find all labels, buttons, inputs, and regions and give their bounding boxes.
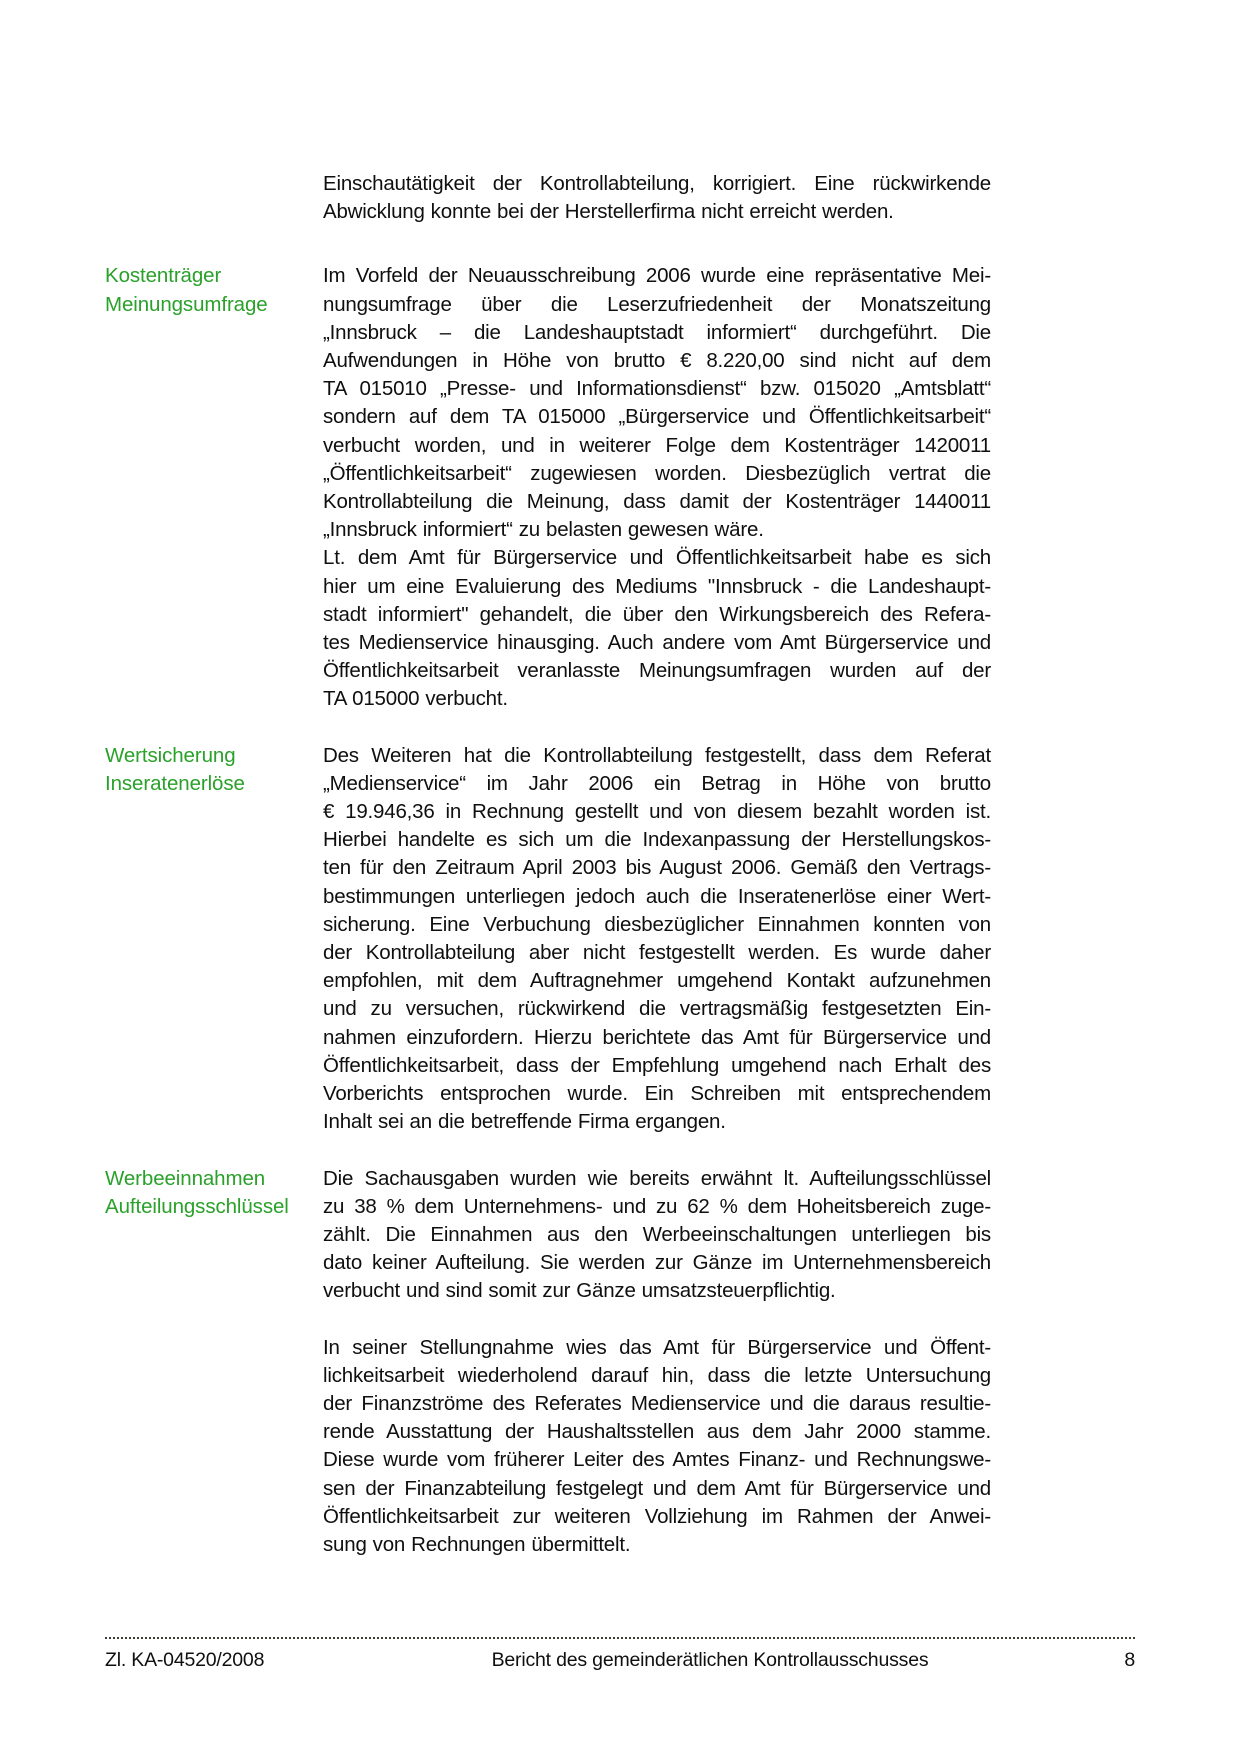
text-line: sondern auf dem TA 015000 „Bürgerservice und Öffentlichkeitsarbeit“ bbox=[323, 405, 991, 429]
margin-label-wertsicherung-inseratenerloese bbox=[105, 742, 323, 798]
text-line: „Medienservice“ im Jahr 2006 ein Betrag in Höhe von brutto bbox=[323, 771, 991, 795]
margin-label-werbeeinnahmen-aufteilungsschluessel bbox=[105, 1165, 323, 1221]
text-line: sung von Rechnungen übermittelt. bbox=[323, 1532, 631, 1556]
paragraph-wertsicherung bbox=[323, 742, 991, 1137]
text-line: verbucht worden, und in weiterer Folge dem Kostenträger 1420011 bbox=[323, 433, 991, 457]
text-line: Lt. dem Amt für Bürgerservice und Öffentlichkeitsarbeit habe es sich bbox=[323, 546, 991, 570]
text-line: „Innsbruck – die Landeshauptstadt informiert“ durchgeführt. Die bbox=[323, 320, 991, 344]
footer-row bbox=[105, 1639, 1135, 1672]
text-line: € 19.946,36 in Rechnung gestellt und von diesem bezahlt worden ist. bbox=[323, 800, 991, 824]
text-line: TA 015000 verbucht. bbox=[323, 687, 508, 711]
text-line: stadt informiert" gehandelt, die über den Wirkungsbereich des Refera- bbox=[323, 602, 991, 626]
footer-doc-ref: Zl. KA-04520/2008 bbox=[105, 1649, 265, 1671]
text-line: Wertsicherung bbox=[105, 743, 236, 767]
text-line: verbucht und sind somit zur Gänze umsatzsteuerpflichtig. bbox=[323, 1279, 836, 1303]
margin-label-kostentraeger-meinungsumfrage bbox=[105, 262, 323, 318]
text-line: Hierbei handelte es sich um die Indexanpassung der Herstellungskos- bbox=[323, 828, 991, 852]
footer-page-number: 8 bbox=[1124, 1649, 1135, 1671]
text-line: Im Vorfeld der Neuausschreibung 2006 wurde eine repräsentative Mei- bbox=[323, 264, 991, 288]
paragraph-kostentraeger-part-1 bbox=[323, 262, 991, 544]
page-footer bbox=[105, 1637, 1135, 1672]
text-line: lichkeitsarbeit wiederholend darauf hin, dass die letzte Untersuchung bbox=[323, 1363, 991, 1387]
text-line: Diese wurde vom früherer Leiter des Amtes Finanz- und Rechnungswe- bbox=[323, 1448, 991, 1472]
text-line: empfohlen, mit dem Auftragnehmer umgehend Kontakt aufzunehmen bbox=[323, 969, 991, 993]
text-line: TA 015010 „Presse- und Informationsdienst“ bzw. 015020 „Amtsblatt“ bbox=[323, 377, 991, 401]
text-line: sicherung. Eine Verbuchung diesbezüglicher Einnahmen konnten von bbox=[323, 912, 991, 936]
text-line: Öffentlichkeitsarbeit zur weiteren Vollziehung im Rahmen der Anwei- bbox=[323, 1504, 991, 1528]
section-intro bbox=[105, 170, 991, 226]
text-line: Die Sachausgaben wurden wie bereits erwähnt lt. Aufteilungsschlüssel bbox=[323, 1166, 991, 1190]
text-line: der Kontrollabteilung aber nicht festgestellt werden. Es wurde daher bbox=[323, 941, 991, 965]
text-line: rende Ausstattung der Haushaltsstellen aus dem Jahr 2000 stamme. bbox=[323, 1420, 991, 1444]
paragraph-stellungnahme bbox=[323, 1334, 991, 1560]
text-line: Kostenträger bbox=[105, 264, 222, 288]
text-line: dato keiner Aufteilung. Sie werden zur Gänze im Unternehmensbereich bbox=[323, 1251, 991, 1275]
footer-title: Bericht des gemeinderätlichen Kontrollausschusses bbox=[491, 1649, 929, 1671]
text-line: Einschautätigkeit der Kontrollabteilung, korrigiert. Eine rückwirkende bbox=[323, 172, 991, 195]
text-line: hier um eine Evaluierung des Mediums "Innsbruck - die Landeshaupt- bbox=[323, 574, 991, 598]
text-line: sen der Finanzabteilung festgelegt und dem Amt für Bürgerservice und bbox=[323, 1476, 991, 1500]
text-line: zählt. Die Einnahmen aus den Werbeeinschaltungen unterliegen bis bbox=[323, 1222, 991, 1246]
section-wertsicherung-inseratenerloese bbox=[105, 742, 991, 1137]
text-line: Inseratenerlöse bbox=[105, 771, 245, 795]
text-line: ten für den Zeitraum April 2003 bis August 2006. Gemäß den Vertrags- bbox=[323, 856, 991, 880]
paragraph-intro bbox=[323, 170, 991, 226]
text-line: Meinungsumfrage bbox=[105, 292, 268, 316]
text-line: „Öffentlichkeitsarbeit“ zugewiesen worden. Diesbezüglich vertrat die bbox=[323, 461, 991, 485]
text-line: Des Weiteren hat die Kontrollabteilung festgestellt, dass dem Referat bbox=[323, 743, 991, 767]
page-content bbox=[105, 170, 991, 1587]
text-line: Aufwendungen in Höhe von brutto € 8.220,00 sind nicht auf dem bbox=[323, 349, 991, 373]
text-line: der Finanzströme des Referates Medienservice und die daraus resultie- bbox=[323, 1391, 991, 1415]
text-line: Vorberichts entsprochen wurde. Ein Schreiben mit entsprechendem bbox=[323, 1082, 991, 1106]
paragraph-werbeeinnahmen bbox=[323, 1165, 991, 1306]
text-line: nahmen einzufordern. Hierzu berichtete das Amt für Bürgerservice und bbox=[323, 1025, 991, 1049]
text-line: Werbeeinnahmen bbox=[105, 1166, 266, 1190]
text-line: und zu versuchen, rückwirkend die vertragsmäßig festgesetzten Ein- bbox=[323, 997, 991, 1021]
text-line: nungsumfrage über die Leserzufriedenheit der Monatszeitung bbox=[323, 292, 991, 316]
text-line: Inhalt sei an die betreffende Firma ergangen. bbox=[323, 1110, 726, 1134]
section-werbeeinnahmen-aufteilungsschluessel bbox=[105, 1165, 991, 1306]
text-line: „Innsbruck informiert“ zu belasten gewesen wäre. bbox=[323, 518, 764, 542]
text-line: Abwicklung konnte bei der Herstellerfirma nicht erreicht werden. bbox=[323, 200, 894, 224]
text-line: Aufteilungsschlüssel bbox=[105, 1194, 289, 1218]
text-line: bestimmungen unterliegen jedoch auch die Inseratenerlöse einer Wert- bbox=[323, 884, 991, 908]
text-line: tes Medienservice hinausging. Auch andere vom Amt Bürgerservice und bbox=[323, 631, 991, 655]
section-kostentraeger-meinungsumfrage bbox=[105, 262, 991, 713]
section-stellungnahme bbox=[105, 1334, 991, 1560]
text-line: In seiner Stellungnahme wies das Amt für Bürgerservice und Öffent- bbox=[323, 1335, 991, 1359]
text-line: zu 38 % dem Unternehmens- und zu 62 % dem Hoheitsbereich zuge- bbox=[323, 1194, 991, 1218]
paragraph-kostentraeger bbox=[323, 262, 991, 713]
text-line: Öffentlichkeitsarbeit, dass der Empfehlung umgehend nach Erhalt des bbox=[323, 1053, 991, 1077]
text-line: Kontrollabteilung die Meinung, dass damit der Kostenträger 1440011 bbox=[323, 490, 991, 514]
paragraph-kostentraeger-part-2 bbox=[323, 544, 991, 713]
text-line: Öffentlichkeitsarbeit veranlasste Meinungsumfragen wurden auf der bbox=[323, 659, 991, 683]
